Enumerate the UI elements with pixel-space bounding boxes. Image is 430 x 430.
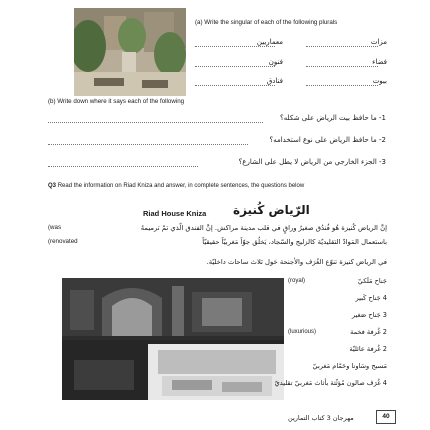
question-row-1: [48, 114, 386, 126]
plural-word-4: فنون: [268, 58, 283, 66]
answer-line-4[interactable]: [195, 66, 275, 67]
list-item-3: 3 جَناح صَغير: [351, 311, 387, 319]
paragraph-gloss-1: (was: [48, 224, 62, 231]
list-item-4: 2 غُرفة فخمة: [350, 328, 387, 336]
section-b-instruction: (b) Write down where it says each of the following: [48, 98, 185, 105]
list-item-7: 4 غُرَف صالون مُؤثّثة بأثاث مَغربيّ تقليديّ: [274, 379, 387, 387]
q3-number: Q3: [48, 183, 57, 189]
plural-word-5: بيوت: [372, 77, 387, 85]
riad-interior-photo: [62, 278, 284, 400]
answer-line-3[interactable]: [306, 66, 378, 67]
riad-title-ar: الرّياض كُنيزة: [233, 203, 310, 217]
list-item-5: 2 غُرفة عائليّة: [349, 345, 387, 353]
question-3-text: 3- الجزء الخارجي من الرياض لا يطل على الشارع؟: [238, 158, 386, 166]
q3-instruction: Read the information on Riad Kniza and answer, in complete sentences, the questions below: [57, 183, 305, 189]
answer-line-b3[interactable]: [48, 166, 198, 167]
courtyard-photo: [74, 8, 186, 96]
plural-word-1: مزات: [370, 38, 387, 46]
question-row-2: [48, 136, 386, 148]
section-a-instruction: (a) Write the singular of each of the following plurals: [195, 19, 338, 26]
list-item-1-en: (royal): [288, 278, 306, 284]
plural-word-3: فضاء: [372, 58, 387, 66]
answer-line-1[interactable]: [306, 46, 378, 47]
answer-line-5[interactable]: [306, 85, 378, 86]
paragraph-line-2: باستعمال المَوادّ التقليديّة كالزليج والسّجاد، يَخلُق جوّاً مَغربيّاً حقيقيّاً: [202, 238, 387, 246]
plural-word-6: فنادق: [266, 77, 283, 85]
answer-line-b2[interactable]: [48, 144, 248, 145]
q3-heading: [48, 183, 304, 189]
answer-line-b1[interactable]: [48, 122, 263, 123]
question-row-3: [48, 158, 386, 170]
question-2-text: 2- ما حافظ الرياض على نوع استخدامه؟: [269, 136, 386, 144]
paragraph-line-1: إنَّ الرياض كُنيزة هُو فُندُق صغيرٌ وراقٍ في قلب مدينة مراكش. إنَّ الفندق الّذي تمّ ترميمهُ: [140, 224, 387, 232]
list-item-4-en: (luxurious): [288, 329, 317, 335]
footer-text: مهرجان 3 كتاب التمارين: [288, 414, 354, 422]
list-item-2: 4 جَناح كَبير: [355, 294, 387, 302]
list-item-6: مَسبح وسَاونا وحَمّام مَغربيّ: [312, 362, 387, 370]
answer-line-6[interactable]: [195, 85, 275, 86]
paragraph-line-3: في الرياض كنيزة تنوّع الغُرَف والأجنحة حَول ثلاث ساحات داخليّة.: [206, 258, 387, 266]
riad-title-en: Riad House Kniza: [143, 209, 207, 218]
question-1-text: 1- ما حافظ بيت الرياض على شكله؟: [280, 114, 386, 122]
paragraph-gloss-2: (renovated: [48, 238, 78, 245]
list-item-1-ar: جَناح مَلَكيّ: [357, 277, 387, 285]
list-item-1: [358, 277, 387, 285]
answer-line-2[interactable]: [195, 46, 275, 47]
plural-word-2: معماريين: [256, 38, 283, 46]
page-number: 40: [376, 410, 396, 424]
